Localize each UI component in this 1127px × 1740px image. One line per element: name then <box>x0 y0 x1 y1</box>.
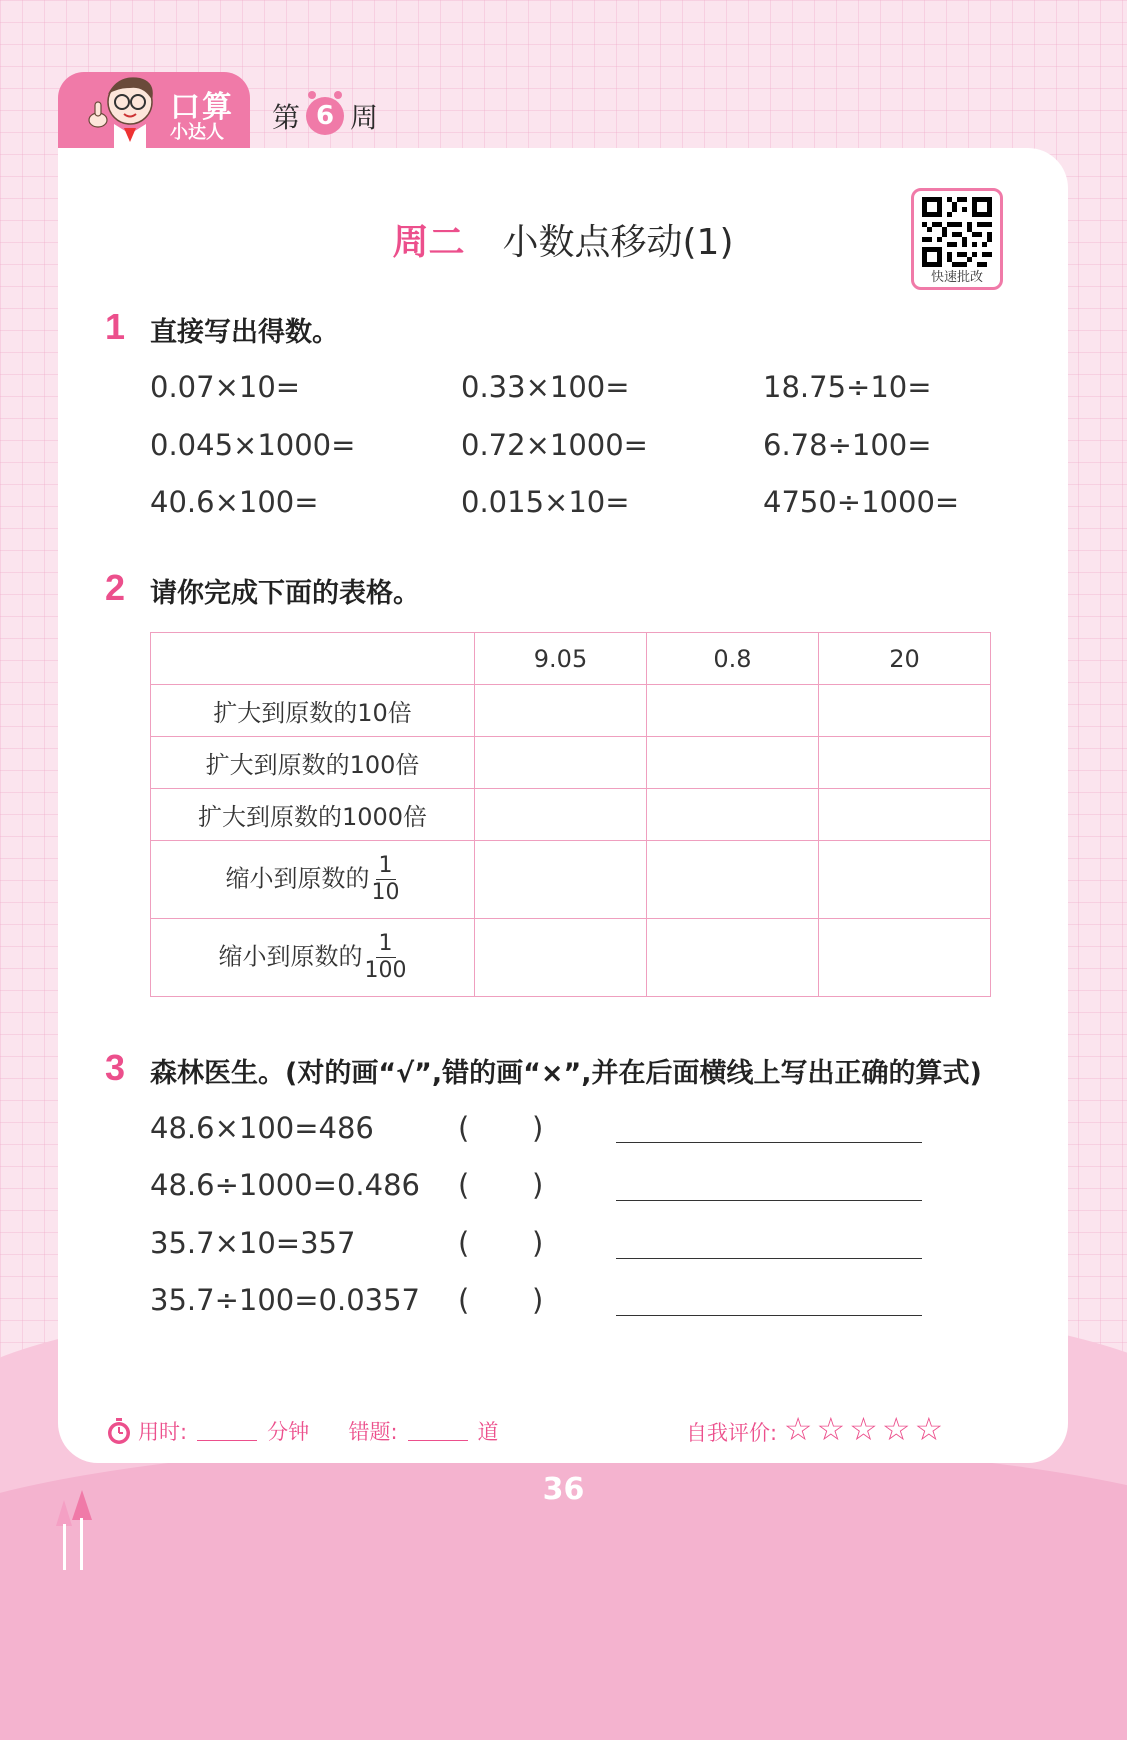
q1-item: 6.78÷100= <box>763 428 932 462</box>
q1-item: 40.6×100= <box>150 485 319 519</box>
q1-item: 4750÷1000= <box>763 485 960 519</box>
qr-label: 快速批改 <box>930 270 983 285</box>
fraction-denominator: 10 <box>371 880 400 905</box>
table-row <box>151 841 991 919</box>
errors-blank[interactable] <box>408 1440 468 1441</box>
paren-open: ( <box>458 1283 470 1317</box>
worksheet-card <box>58 148 1068 1463</box>
answer-cell[interactable] <box>647 841 819 919</box>
q1-item: 0.07×10= <box>150 370 301 404</box>
paren-close: ) <box>532 1226 544 1260</box>
answer-cell[interactable] <box>475 737 647 789</box>
answer-cell[interactable] <box>475 841 647 919</box>
paren-close: ) <box>532 1168 544 1202</box>
q3-equation: 35.7÷100=0.0357 <box>150 1283 420 1317</box>
answer-cell[interactable] <box>819 685 991 737</box>
answer-cell[interactable] <box>647 737 819 789</box>
qr-code-icon <box>922 197 992 267</box>
week-indicator <box>272 96 378 136</box>
question-3-number: 3 <box>105 1047 126 1088</box>
page-number: 36 <box>542 1472 585 1507</box>
question-2-number: 2 <box>105 567 126 608</box>
time-blank[interactable] <box>197 1440 257 1441</box>
time-unit: 分钟 <box>267 1420 310 1444</box>
q1-item: 0.015×10= <box>461 485 630 519</box>
self-eval <box>686 1410 947 1448</box>
badge-subtitle: 小达人 <box>170 122 224 143</box>
table-header-cell: 0.8 <box>647 633 819 685</box>
fraction-numerator: 1 <box>376 853 396 880</box>
answer-cell[interactable] <box>647 685 819 737</box>
row-label-text: 缩小到原数的 <box>218 942 363 971</box>
paren-close: ) <box>532 1283 544 1317</box>
paren-open: ( <box>458 1168 470 1202</box>
row-label-text: 缩小到原数的 <box>225 864 370 893</box>
errors-unit: 道 <box>477 1420 499 1444</box>
time-label: 用时: <box>138 1420 188 1444</box>
answer-cell[interactable] <box>819 737 991 789</box>
qr-code[interactable] <box>911 188 1003 290</box>
answer-cell[interactable] <box>475 685 647 737</box>
row-label: 扩大到原数的10倍 <box>151 685 475 737</box>
fraction <box>372 853 400 906</box>
answer-cell[interactable] <box>647 919 819 997</box>
table-row <box>151 737 991 789</box>
errors-label: 错题: <box>348 1420 398 1444</box>
answer-line[interactable] <box>616 1258 922 1259</box>
table-header-cell <box>151 633 475 685</box>
table-header-row <box>151 633 991 685</box>
table-row <box>151 919 991 997</box>
fraction-denominator: 100 <box>364 958 407 983</box>
table-row <box>151 789 991 841</box>
paren-open: ( <box>458 1111 470 1145</box>
fraction <box>365 931 407 984</box>
time-footer <box>106 1416 499 1446</box>
answer-cell[interactable] <box>819 841 991 919</box>
question-2-prompt: 请你完成下面的表格。 <box>150 578 420 609</box>
answer-cell[interactable] <box>475 919 647 997</box>
answer-cell[interactable] <box>819 919 991 997</box>
answer-line[interactable] <box>616 1200 922 1201</box>
row-label <box>151 919 475 997</box>
table-header-cell: 20 <box>819 633 991 685</box>
conversion-table <box>150 632 991 997</box>
paren-open: ( <box>458 1226 470 1260</box>
q1-item: 0.72×1000= <box>461 428 648 462</box>
q1-item: 18.75÷10= <box>763 370 932 404</box>
row-label: 扩大到原数的1000倍 <box>151 789 475 841</box>
q1-item: 0.33×100= <box>461 370 630 404</box>
rating-stars[interactable]: ☆☆☆☆☆ <box>783 1410 948 1448</box>
question-1-prompt: 直接写出得数。 <box>150 317 339 348</box>
mascot-icon <box>78 72 164 150</box>
q3-equation: 48.6÷1000=0.486 <box>150 1168 420 1202</box>
self-eval-label: 自我评价: <box>686 1421 778 1445</box>
table-header-cell: 9.05 <box>475 633 647 685</box>
answer-line[interactable] <box>616 1142 922 1143</box>
page-title-topic: 小数点移动(1) <box>502 222 734 263</box>
answer-cell[interactable] <box>647 789 819 841</box>
q3-equation: 35.7×10=357 <box>150 1226 356 1260</box>
answer-line[interactable] <box>616 1315 922 1316</box>
answer-cell[interactable] <box>819 789 991 841</box>
page-title-day: 周二 <box>392 222 465 263</box>
q3-equation: 48.6×100=486 <box>150 1111 374 1145</box>
q1-item: 0.045×1000= <box>150 428 356 462</box>
week-number: 6 <box>306 97 344 135</box>
week-prefix: 第 <box>272 101 301 134</box>
fraction-numerator: 1 <box>376 931 396 958</box>
paren-close: ) <box>532 1111 544 1145</box>
answer-cell[interactable] <box>475 789 647 841</box>
row-label <box>151 841 475 919</box>
week-suffix: 周 <box>350 101 379 134</box>
question-1-number: 1 <box>105 306 126 347</box>
question-3-prompt: 森林医生。(对的画“√”,错的画“×”,并在后面横线上写出正确的算式) <box>150 1058 982 1089</box>
badge-title: 口算 <box>170 90 234 125</box>
row-label: 扩大到原数的100倍 <box>151 737 475 789</box>
table-row <box>151 685 991 737</box>
stopwatch-icon <box>106 1417 132 1445</box>
